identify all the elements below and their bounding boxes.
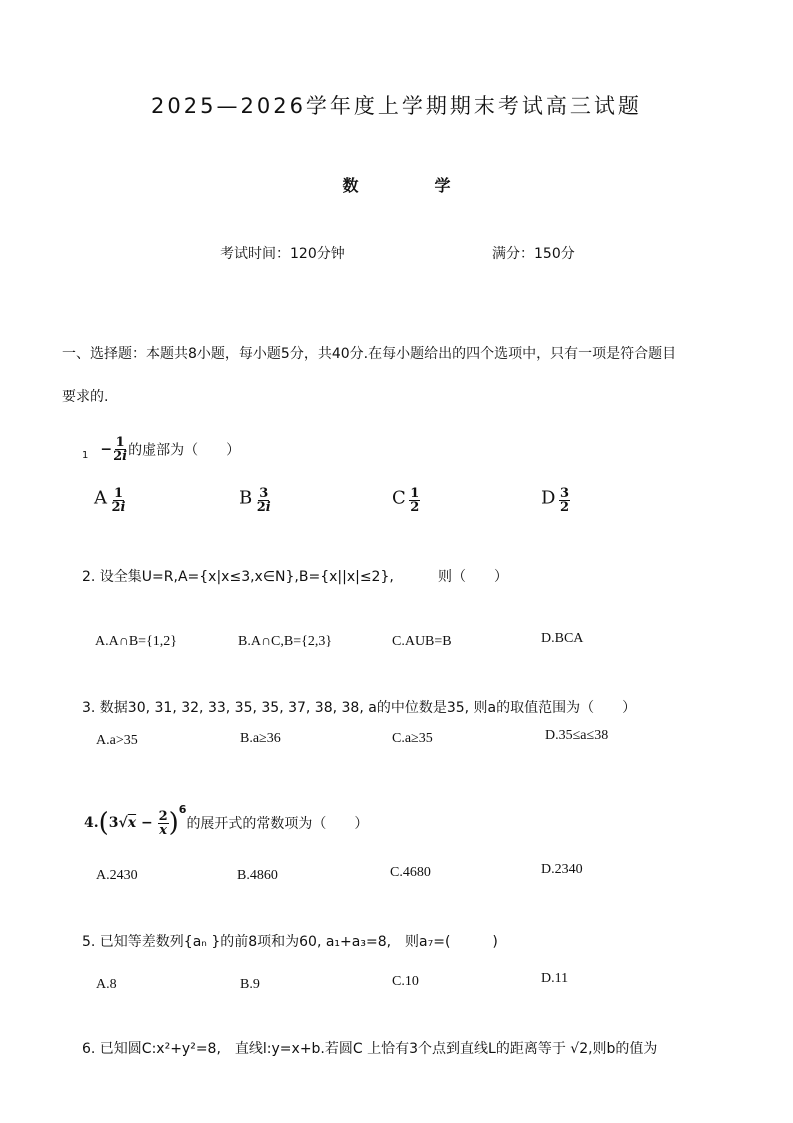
- option-letter: D: [541, 487, 556, 509]
- question-3-option-c: C.a≥35: [392, 731, 433, 746]
- question-2-option-a: A.A∩B={1,2}: [95, 634, 178, 649]
- question-2-option-d: D.BCA: [541, 631, 584, 646]
- option-frac-den: 2: [559, 500, 569, 515]
- question-1-minus: −: [100, 441, 113, 458]
- option-frac-den: 2: [256, 500, 266, 515]
- question-1-frac-den-b: i: [122, 449, 128, 464]
- question-4-option-b: B.4860: [237, 868, 278, 883]
- question-5-option-b: B.9: [240, 977, 260, 992]
- question-3-option-d: D.35≤a≤38: [545, 728, 609, 743]
- question-4-inner-a: 3√: [108, 815, 128, 831]
- right-paren-icon: ): [168, 808, 179, 838]
- question-4-option-c: C.4680: [390, 865, 431, 880]
- question-4: [84, 803, 368, 838]
- question-4-fraction: [158, 810, 169, 837]
- question-4-power: 6: [178, 803, 187, 816]
- question-4-inner-x: x: [127, 815, 137, 831]
- option-frac-den: 2: [111, 500, 121, 515]
- question-5-option-c: C.10: [392, 974, 419, 989]
- question-6-stem: 6. 已知圆C:x²+y²=8, 直线l:y=x+b.若圆C 上恰有3个点到直线L的距离等于 √2,则b的值为: [82, 1041, 658, 1057]
- option-frac-num: 1: [410, 486, 420, 501]
- question-5-stem: 5. 已知等差数列{aₙ }的前8项和为60, a₁+a₃=8, 则a₇=( ): [82, 934, 498, 950]
- question-3-option-b: B.a≥36: [240, 731, 281, 746]
- question-5-option-a: A.8: [96, 977, 117, 992]
- question-3-option-a: A.a>35: [96, 733, 138, 748]
- question-1: [82, 436, 240, 463]
- question-4-option-d: D.2340: [541, 862, 583, 877]
- question-1-fraction: [112, 436, 128, 463]
- left-paren-icon: (: [98, 808, 109, 838]
- question-4-number: 4.: [84, 815, 99, 831]
- option-letter: B: [239, 487, 253, 509]
- option-letter: A: [94, 487, 107, 509]
- subject-char-2: 学: [434, 176, 451, 195]
- exam-time: 考试时间：120分钟: [220, 246, 345, 262]
- question-4-stem: 的展开式的常数项为（ ）: [186, 816, 369, 832]
- question-1-option-a: [94, 487, 127, 514]
- question-4-frac-num: 2: [158, 808, 168, 824]
- option-frac-suffix: i: [120, 500, 126, 515]
- option-frac-num: 1: [113, 486, 124, 501]
- question-2-stem: 2. 设全集U=R,A={x|x≤3,x∈N},B={x||x|≤2},: [82, 569, 394, 585]
- section-heading-line2: 要求的.: [62, 389, 109, 405]
- option-frac-num: 3: [559, 486, 569, 501]
- question-3-stem: 3. 数据30, 31, 32, 33, 35, 35, 37, 38, 38, a的中位数是35, 则a的取值范围为（ ）: [82, 700, 637, 716]
- question-1-frac-num: 1: [115, 435, 125, 450]
- question-4-frac-den: x: [159, 822, 167, 838]
- section-heading-line1: 一、选择题：本题共8小题，每小题5分，共40分.在每小题给出的四个选项中，只有一项是符合题目: [62, 346, 677, 362]
- question-2-option-b: B.A∩C,B={2,3}: [238, 634, 333, 649]
- subject-char-1: 数: [342, 176, 359, 195]
- option-frac-num: 3: [259, 486, 269, 501]
- question-4-option-a: A.2430: [96, 868, 138, 883]
- question-5-option-d: D.11: [541, 971, 569, 986]
- option-frac-den: 2: [410, 500, 420, 515]
- question-2-option-c: C.AUB=B: [392, 634, 452, 649]
- question-1-frac-den-a: 2: [113, 449, 123, 464]
- question-1-number: 1: [82, 449, 89, 461]
- question-1-stem: 的虚部为（ ）: [128, 442, 241, 459]
- subject-heading: [0, 173, 793, 196]
- question-1-option-c: [392, 487, 420, 514]
- question-1-option-d: [541, 487, 570, 514]
- question-2-tail: 则（ ）: [438, 569, 508, 585]
- question-1-option-b: [239, 487, 272, 514]
- full-score: 满分：150分: [492, 246, 575, 262]
- option-frac-suffix: i: [265, 500, 271, 515]
- exam-title: 2025—2026学年度上学期期末考试高三试题: [151, 94, 642, 118]
- option-letter: C: [392, 487, 406, 509]
- question-4-inner-minus: −: [136, 815, 158, 831]
